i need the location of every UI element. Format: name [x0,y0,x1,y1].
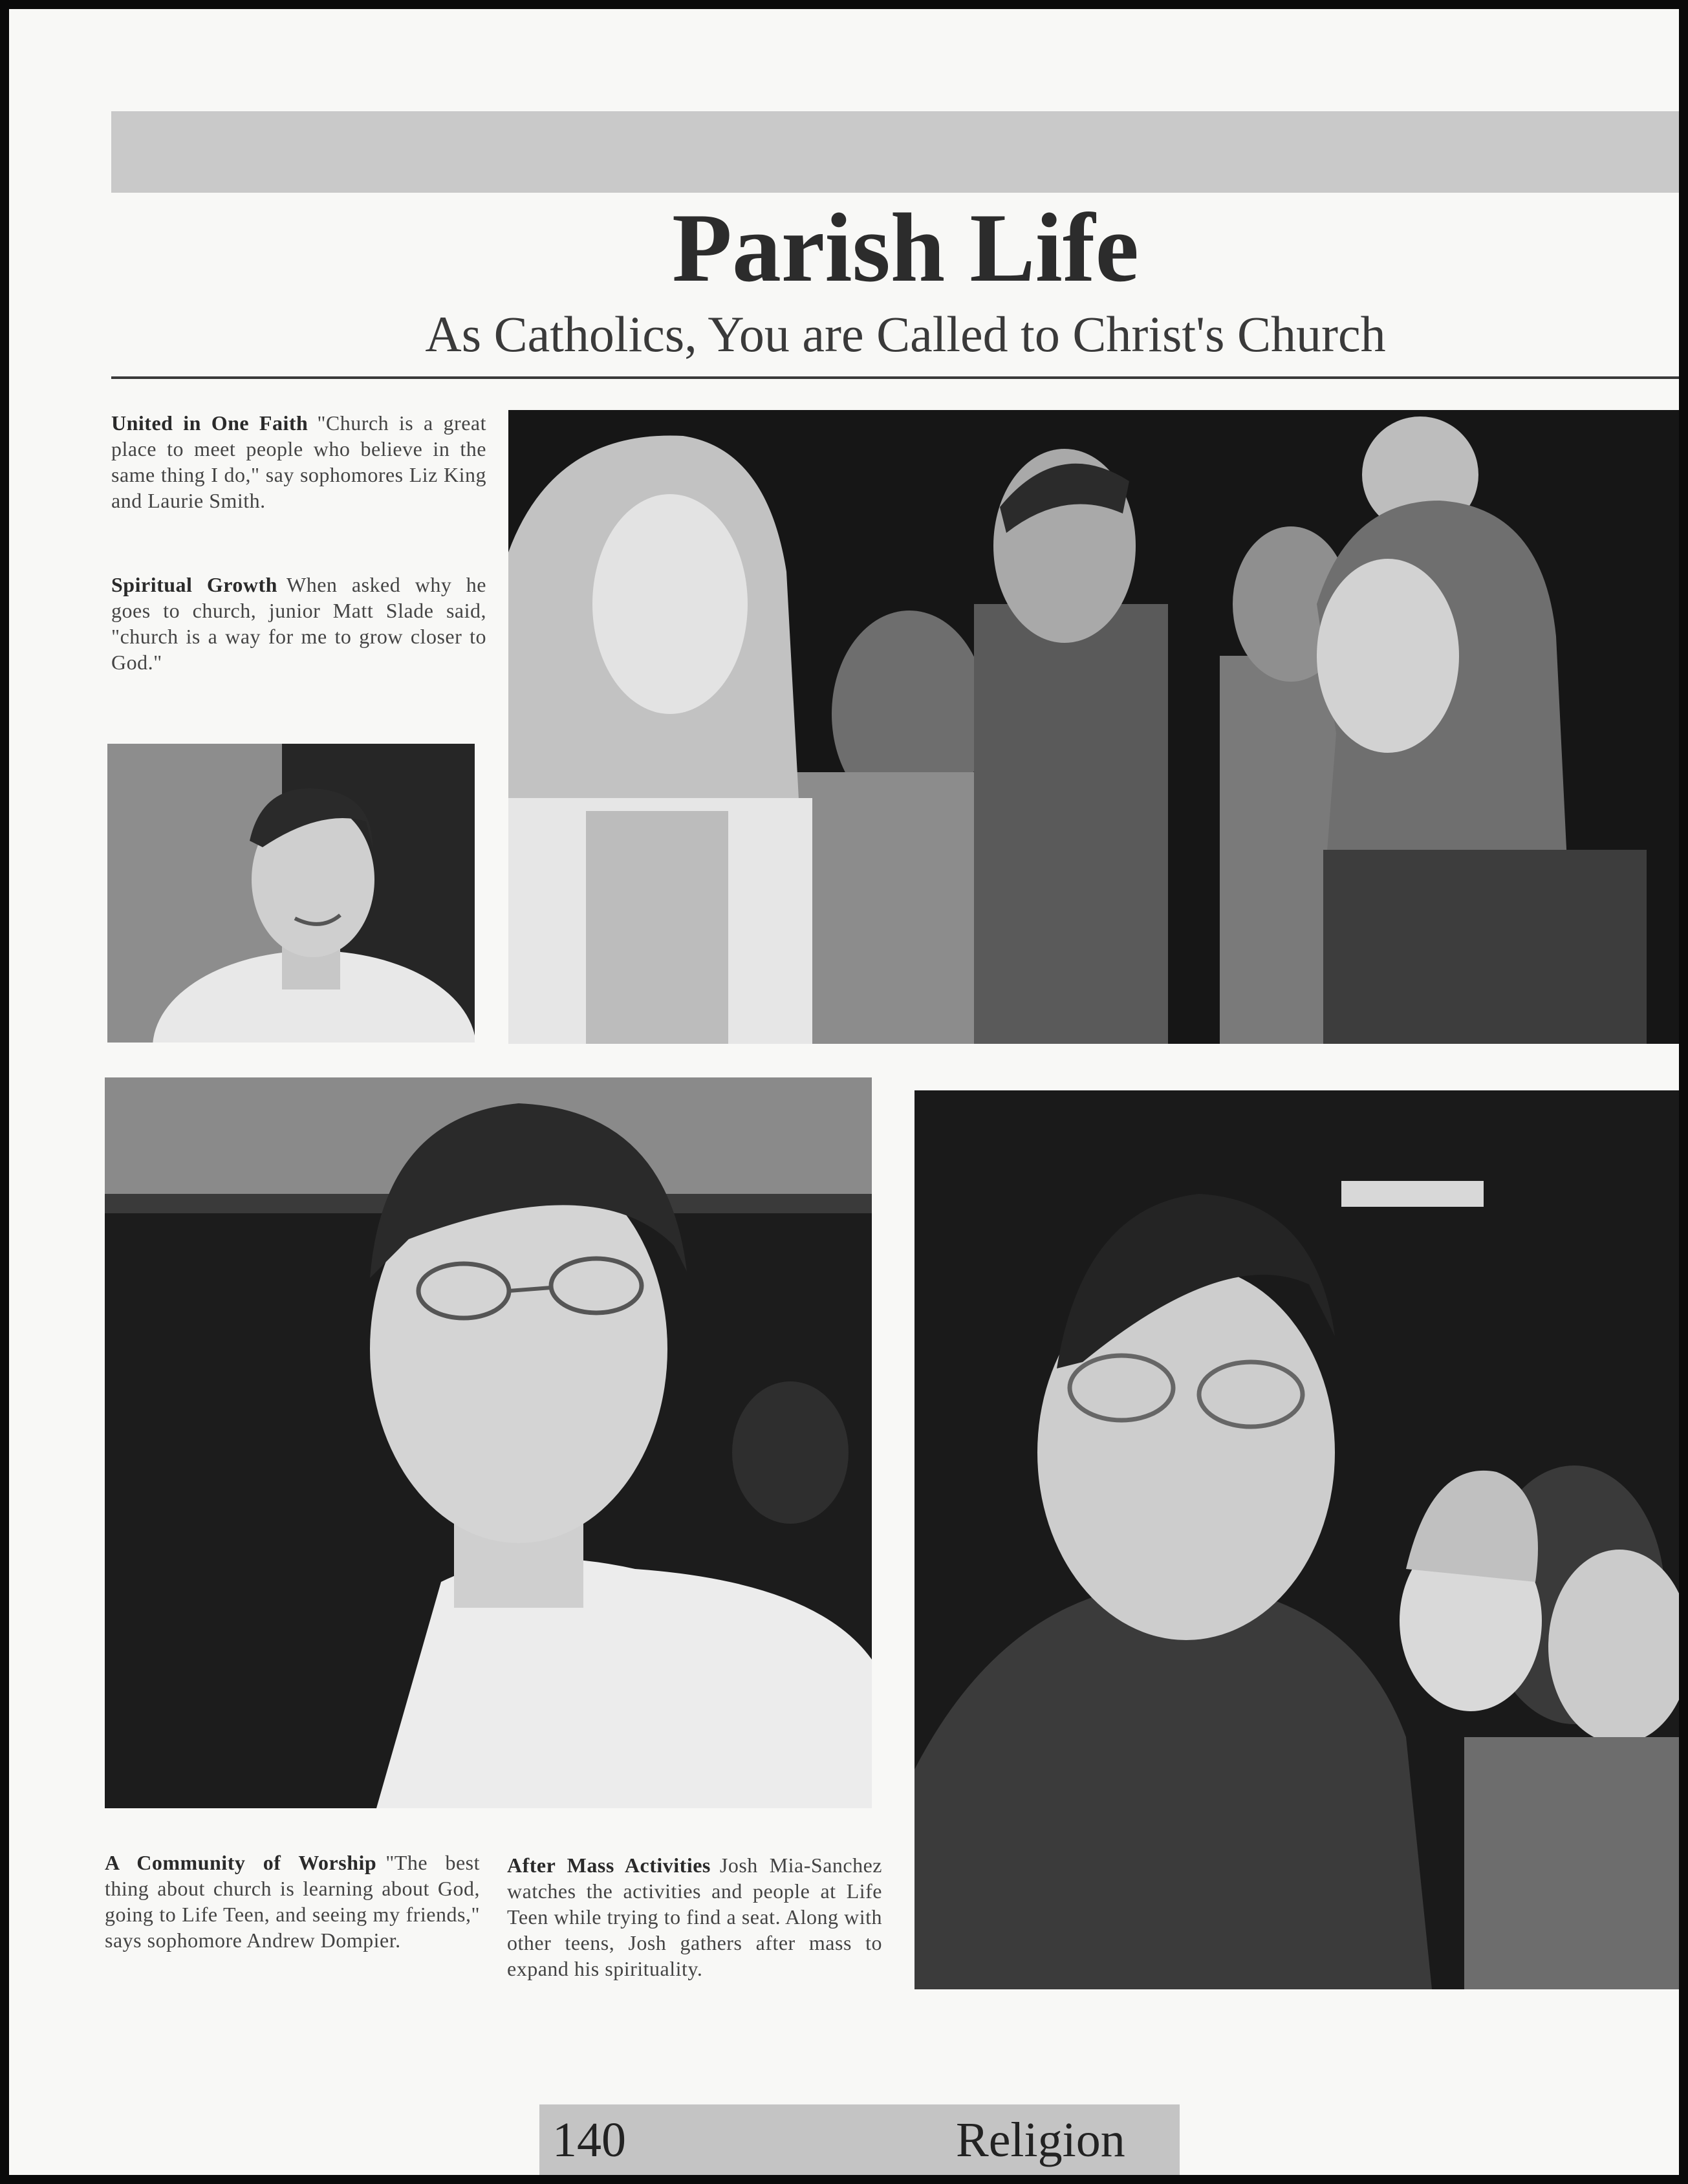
photo-smiling-student [107,744,475,1043]
header-rule [111,376,1679,379]
caption-body: When asked why he goes to church, junior Matt Slade said, "church is a way for me to grow closer to God." [111,573,487,674]
caption-united-in-one-faith [111,410,486,514]
caption-spiritual-growth [111,572,486,675]
caption-after-mass-activities [507,1852,882,1982]
photo-teens-socializing [508,410,1679,1044]
caption-lead: After Mass Activities [507,1854,711,1877]
caption-lead: A Community of Worship [105,1851,377,1874]
header-band [111,111,1679,193]
caption-community-of-worship [105,1850,480,1953]
page-subtitle: As Catholics, You are Called to Christ's Church [425,306,1386,362]
photo-josh-mia-sanchez [914,1090,1679,1989]
photo-boy-with-glasses [105,1077,872,1808]
yearbook-page [9,9,1679,2175]
section-name: Religion [956,2113,1125,2167]
caption-body: "Church is a great place to meet people who believe in the same thing I do," say sophomores Liz King and Laurie Smith. [111,411,486,512]
caption-body: Josh Mia-Sanchez watches the activities and people at Life Teen while trying to find a seat. Along with other teens, Josh gathers after mass to expand his spirituality. [507,1854,883,1980]
caption-lead: United in One Faith [111,411,308,435]
page-title: Parish Life [672,193,1139,302]
caption-lead: Spiritual Growth [111,573,277,596]
caption-body: "The best thing about church is learning about God, going to Life Teen, and seeing my friends," says sophomore Andrew Dompier. [105,1851,481,1952]
page-number: 140 [552,2113,626,2167]
